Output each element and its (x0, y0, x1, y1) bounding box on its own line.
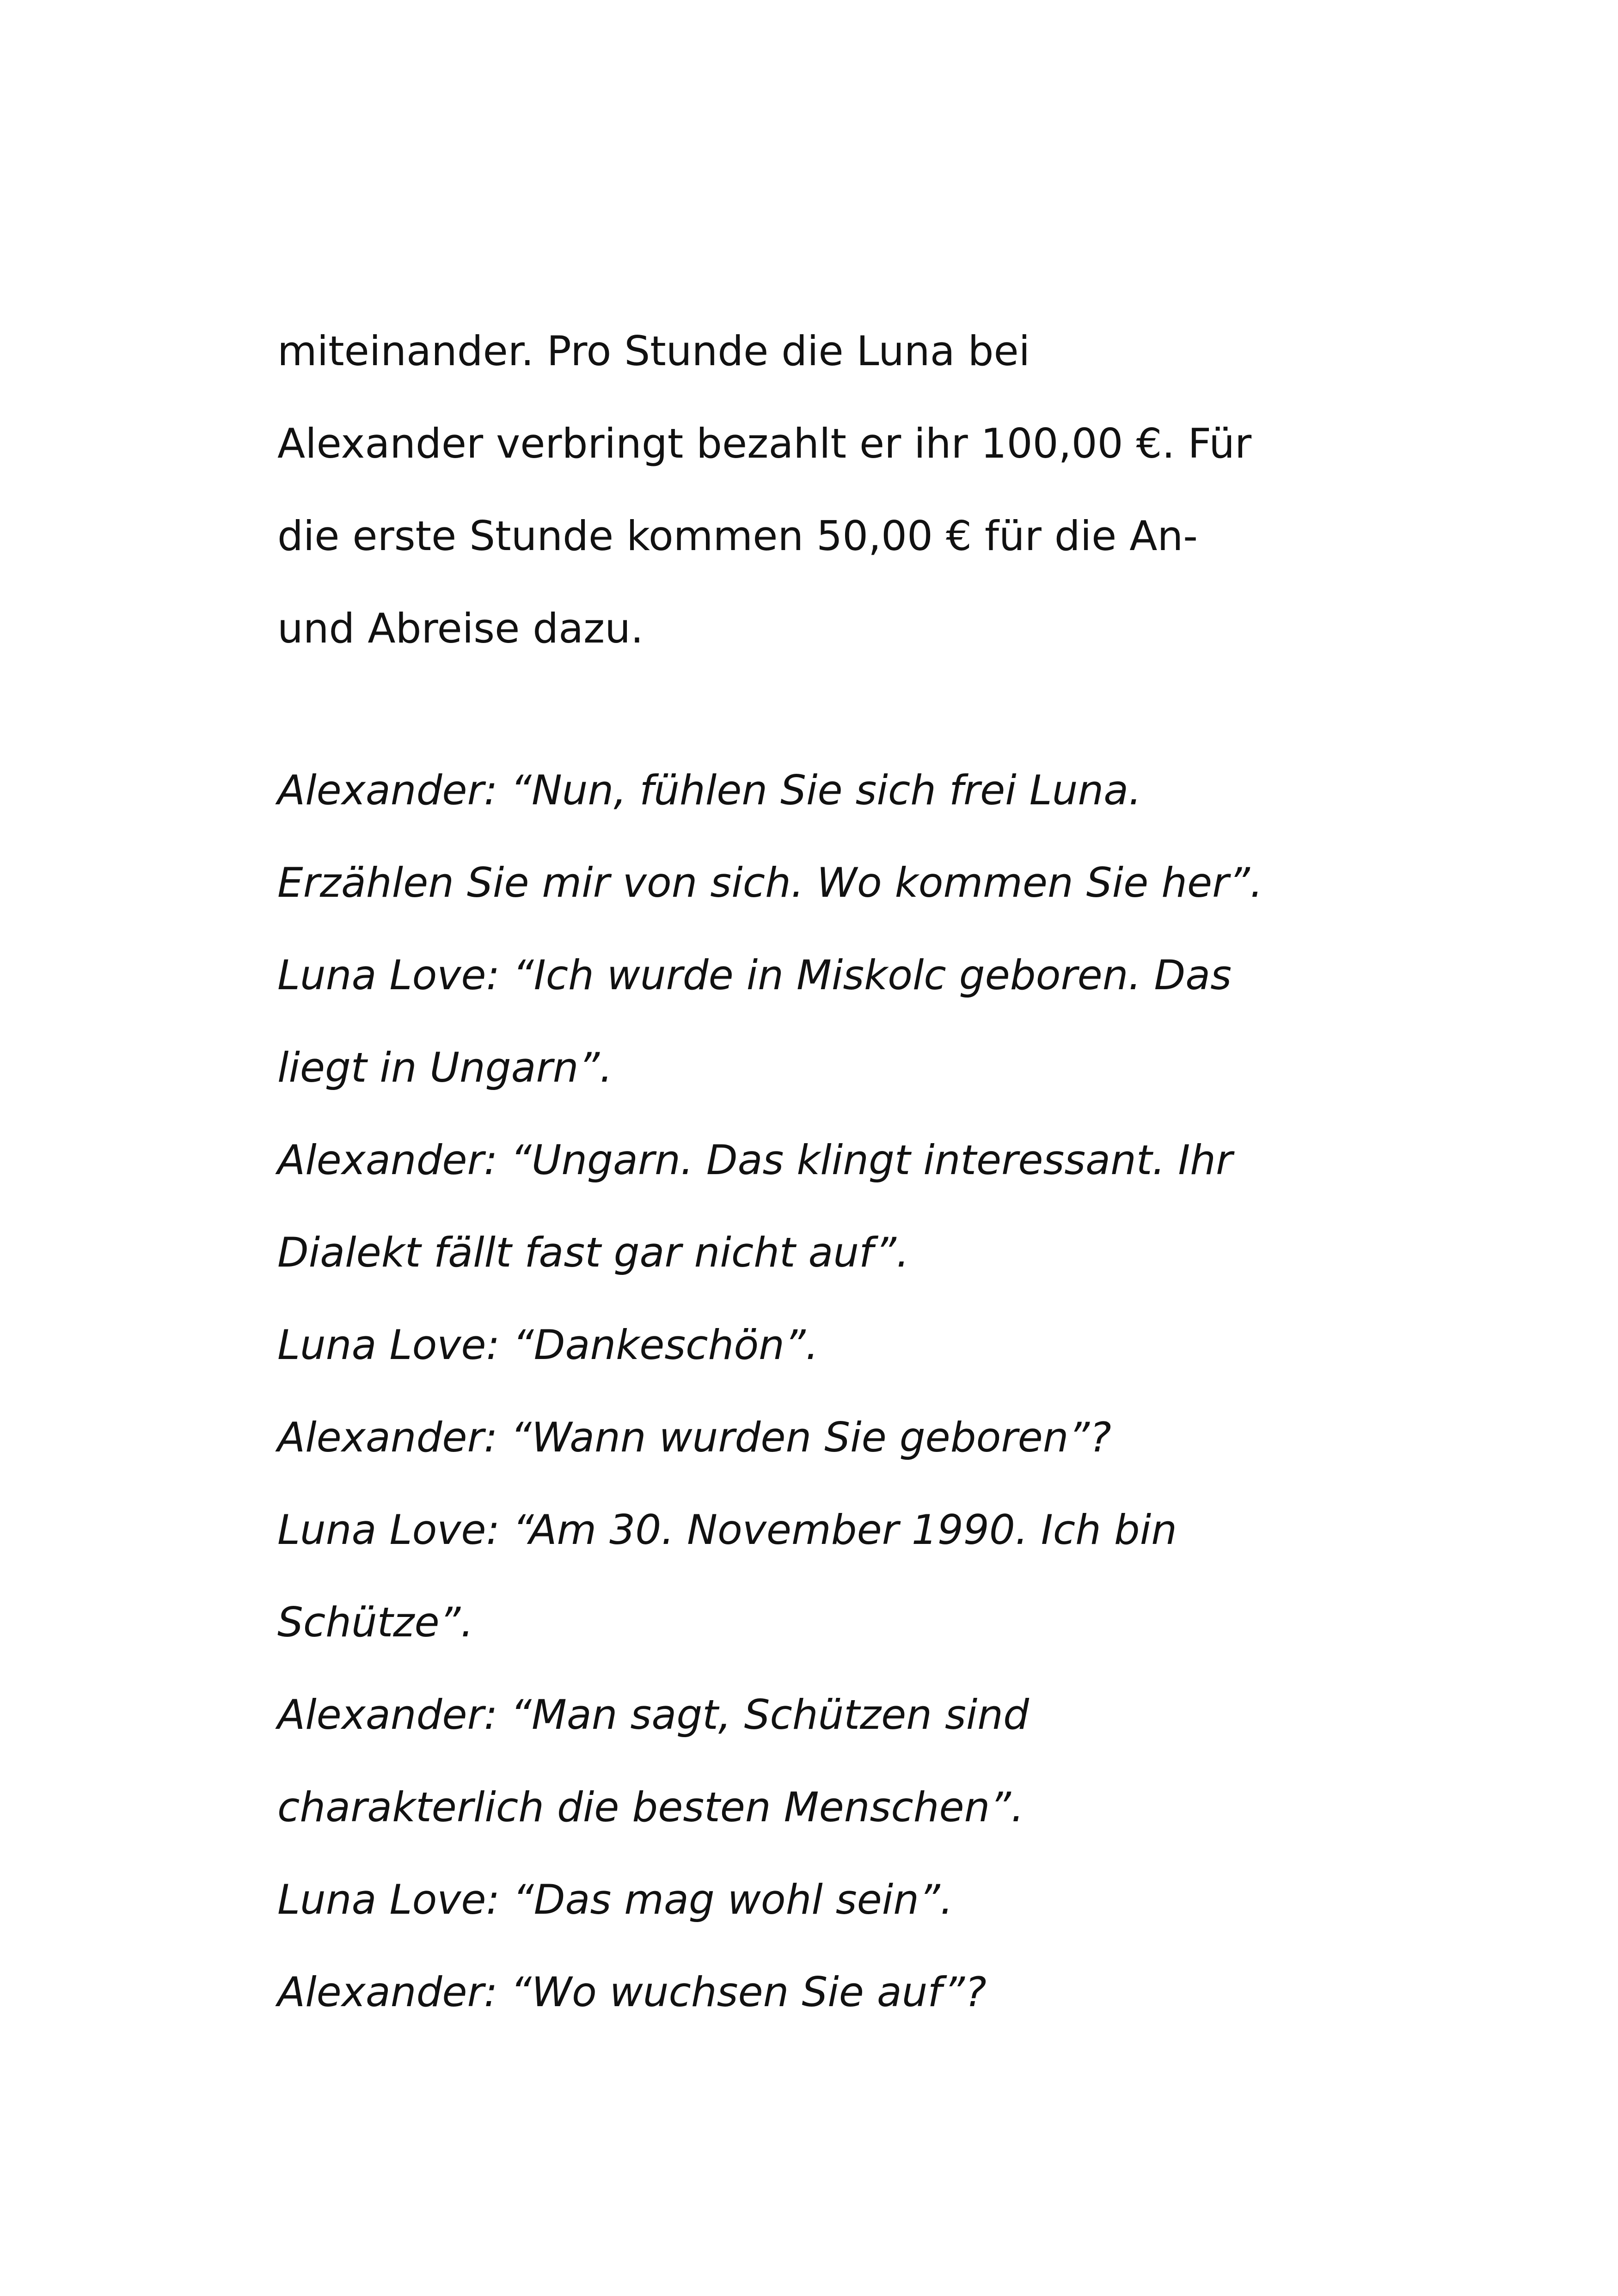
dialogue-line: Dialekt fällt fast gar nicht auf”. (277, 1229, 909, 1276)
dialogue-line: Luna Love: “Dankeschön”. (277, 1321, 819, 1369)
dialogue-line: Alexander: “Nun, fühlen Sie sich frei Luna. (277, 766, 1142, 814)
dialogue-line: Alexander: “Man sagt, Schützen sind (277, 1691, 1029, 1739)
dialogue-line: charakterlich die besten Menschen”. (277, 1783, 1024, 1831)
dialogue-line: Luna Love: “Am 30. November 1990. Ich bin (277, 1506, 1177, 1554)
dialogue-line: Alexander: “Wo wuchsen Sie auf”? (277, 1968, 987, 2016)
dialogue-line: Alexander: “Wann wurden Sie geboren”? (277, 1414, 1111, 1461)
dialogue-line: Luna Love: “Ich wurde in Miskolc geboren. Das (277, 951, 1232, 999)
dialogue-line: Erzählen Sie mir von sich. Wo kommen Sie her”. (277, 859, 1263, 906)
dialogue-line: liegt in Ungarn”. (277, 1044, 613, 1091)
text-line: die erste Stunde kommen 50,00 € für die An- (277, 512, 1198, 560)
dialogue-section (277, 744, 1387, 2039)
dialogue-line: Schütze”. (277, 1598, 474, 1646)
text-line: Alexander verbringt bezahlt er ihr 100,00 €. Für (277, 420, 1252, 467)
text-line: miteinander. Pro Stunde die Luna bei (277, 327, 1030, 375)
dialogue-line: Luna Love: “Das mag wohl sein”. (277, 1876, 953, 1923)
dialogue-line: Alexander: “Ungarn. Das klingt interessant. Ihr (277, 1136, 1233, 1184)
text-line: und Abreise dazu. (277, 605, 644, 652)
narrative-paragraph (277, 305, 1387, 675)
